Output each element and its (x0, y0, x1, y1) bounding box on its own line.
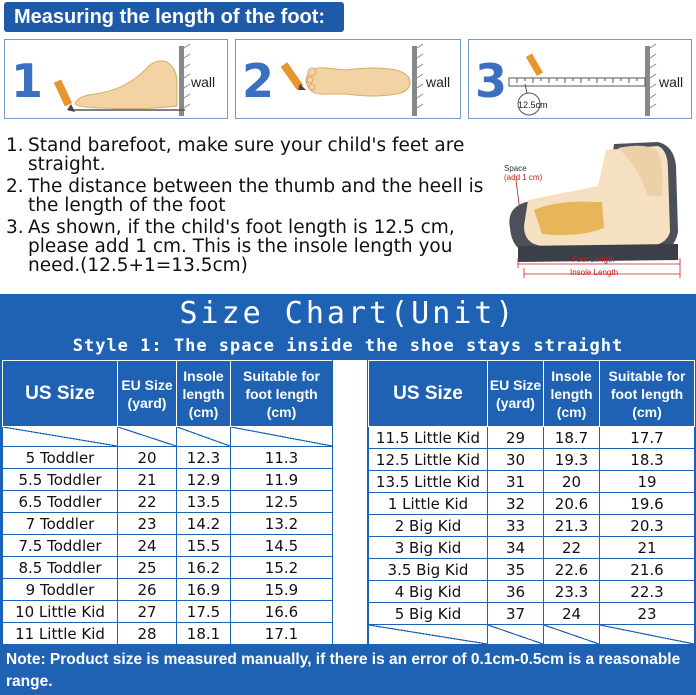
eu-size-cell: 28 (118, 623, 177, 645)
header-insole-length: Insole length (cm) (177, 361, 231, 427)
eu-size-cell: 32 (488, 493, 544, 515)
us-size-cell: 3.5 Big Kid (369, 559, 488, 581)
step-2-wall-label: wall (426, 74, 451, 90)
us-size-cell: 5 Toddler (3, 447, 118, 469)
page-title: Measuring the length of the foot: (4, 2, 344, 32)
space-label: Space (504, 164, 527, 173)
step-2-panel (235, 39, 461, 119)
eu-size-cell: 34 (488, 537, 544, 559)
table-row (3, 623, 333, 645)
us-size-cell: 4 Big Kid (369, 581, 488, 603)
space-sub-label: (add 1 cm) (504, 173, 543, 182)
insole-length-label: Insole Length (570, 268, 619, 277)
step-3-wall-label: wall (659, 74, 684, 90)
table-row (3, 513, 333, 535)
us-size-cell: 5 Big Kid (369, 603, 488, 625)
instruction-text: Stand barefoot, make sure your child's feet are straight. (28, 135, 465, 175)
foot-length-cell: 17.1 (231, 623, 333, 645)
us-size-cell: 13.5 Little Kid (369, 471, 488, 493)
size-chart-note: Note: Product size is measured manually, if there is an error of 0.1cm-0.5cm is a reasonable range. (6, 651, 681, 690)
us-size-cell: 1 Little Kid (369, 493, 488, 515)
eu-size-cell: 36 (488, 581, 544, 603)
table-row (369, 515, 695, 537)
size-chart-title: Size Chart(Unit) (179, 296, 517, 331)
step-1-wall-label: wall (191, 74, 216, 90)
insole-cell: 20 (544, 471, 600, 493)
table-row (3, 535, 333, 557)
us-size-cell: 12.5 Little Kid (369, 449, 488, 471)
foot-length-cell: 21 (600, 537, 695, 559)
step-3-number: 3 (475, 54, 508, 108)
foot-length-cell: 12.5 (231, 491, 333, 513)
insole-cell: 15.5 (177, 535, 231, 557)
insole-cell: 21.3 (544, 515, 600, 537)
insole-cell: 16.2 (177, 557, 231, 579)
foot-length-cell: 15.9 (231, 579, 333, 601)
eu-size-cell: 22 (118, 491, 177, 513)
table-row (3, 579, 333, 601)
foot-length-cell: 19 (600, 471, 695, 493)
table-row (3, 491, 333, 513)
us-size-cell: 6.5 Toddler (3, 491, 118, 513)
insole-cell: 16.9 (177, 579, 231, 601)
table-row (369, 471, 695, 493)
foot-length-label: Foot Length (572, 255, 615, 264)
insole-cell: 17.5 (177, 601, 231, 623)
step-2-number: 2 (242, 54, 275, 108)
eu-size-cell: 30 (488, 449, 544, 471)
header-us-size: US Size (3, 361, 118, 427)
foot-length-cell: 22.3 (600, 581, 695, 603)
us-size-cell: 7 Toddler (3, 513, 118, 535)
size-chart (0, 294, 696, 695)
header-insole-length: Insole length (cm) (544, 361, 600, 427)
insole-cell: 13.5 (177, 491, 231, 513)
table-row (3, 447, 333, 469)
size-table-right (368, 360, 695, 645)
insole-cell: 14.2 (177, 513, 231, 535)
eu-size-cell: 37 (488, 603, 544, 625)
size-table-left (2, 360, 333, 645)
foot-length-cell: 16.6 (231, 601, 333, 623)
eu-size-cell: 31 (488, 471, 544, 493)
table-row (369, 581, 695, 603)
foot-length-cell: 23 (600, 603, 695, 625)
instruction-item (6, 136, 496, 174)
insole-cell: 23.3 (544, 581, 600, 603)
us-size-cell: 10 Little Kid (3, 601, 118, 623)
size-chart-subtitle: Style 1: The space inside the shoe stays straight (72, 336, 624, 356)
foot-length-cell: 19.6 (600, 493, 695, 515)
blank-row (3, 427, 333, 447)
eu-size-cell: 25 (118, 557, 177, 579)
foot-length-cell: 18.3 (600, 449, 695, 471)
table-row (369, 493, 695, 515)
us-size-cell: 3 Big Kid (369, 537, 488, 559)
blank-row (369, 625, 695, 645)
eu-size-cell: 26 (118, 579, 177, 601)
eu-size-cell: 27 (118, 601, 177, 623)
table-row (369, 603, 695, 625)
table-row (369, 559, 695, 581)
foot-length-cell: 14.5 (231, 535, 333, 557)
eu-size-cell: 23 (118, 513, 177, 535)
instruction-text: As shown, if the child's foot length is 12.5 cm, please add 1 cm. This is the insole length you need.(12.5+1=13.5cm) (28, 217, 455, 276)
insole-cell: 24 (544, 603, 600, 625)
instruction-number: 1. (6, 135, 24, 156)
table-row (3, 557, 333, 579)
us-size-cell: 11 Little Kid (3, 623, 118, 645)
us-size-cell: 9 Toddler (3, 579, 118, 601)
eu-size-cell: 29 (488, 427, 544, 449)
eu-size-cell: 20 (118, 447, 177, 469)
foot-length-cell: 17.7 (600, 427, 695, 449)
header-foot-length: Suitable for foot length (cm) (231, 361, 333, 427)
us-size-cell: 8.5 Toddler (3, 557, 118, 579)
table-row (369, 427, 695, 449)
foot-length-cell: 15.2 (231, 557, 333, 579)
foot-length-cell: 20.3 (600, 515, 695, 537)
eu-size-cell: 24 (118, 535, 177, 557)
header-eu-size: EU Size (yard) (118, 361, 177, 427)
instruction-number: 2. (6, 176, 24, 197)
insole-cell: 22.6 (544, 559, 600, 581)
insole-cell: 20.6 (544, 493, 600, 515)
insole-cell: 12.9 (177, 469, 231, 491)
eu-size-cell: 33 (488, 515, 544, 537)
instructions-list (6, 136, 496, 275)
insole-cell: 22 (544, 537, 600, 559)
table-row (3, 469, 333, 491)
header-foot-length: Suitable for foot length (cm) (600, 361, 695, 427)
us-size-cell: 11.5 Little Kid (369, 427, 488, 449)
us-size-cell: 5.5 Toddler (3, 469, 118, 491)
insole-cell: 18.1 (177, 623, 231, 645)
instruction-item (6, 177, 496, 215)
step-1-panel (4, 39, 228, 119)
us-size-cell: 2 Big Kid (369, 515, 488, 537)
step-1-number: 1 (11, 54, 44, 108)
foot-length-cell: 21.6 (600, 559, 695, 581)
step-3-panel (468, 39, 692, 119)
step-3-ruler-label: 12.5cm (518, 100, 548, 110)
foot-length-cell: 11.9 (231, 469, 333, 491)
instruction-item (6, 218, 496, 275)
table-row (369, 537, 695, 559)
header-eu-size: EU Size (yard) (488, 361, 544, 427)
table-divider (332, 360, 368, 644)
instruction-number: 3. (6, 217, 24, 238)
header-us-size: US Size (369, 361, 488, 427)
foot-length-cell: 11.3 (231, 447, 333, 469)
insole-cell: 18.7 (544, 427, 600, 449)
measurement-steps (4, 39, 692, 119)
shoe-fit-illustration (498, 136, 694, 284)
eu-size-cell: 35 (488, 559, 544, 581)
insole-cell: 19.3 (544, 449, 600, 471)
insole-cell: 12.3 (177, 447, 231, 469)
foot-length-cell: 13.2 (231, 513, 333, 535)
table-row (369, 449, 695, 471)
us-size-cell: 7.5 Toddler (3, 535, 118, 557)
eu-size-cell: 21 (118, 469, 177, 491)
instruction-text: The distance between the thumb and the heell is the length of the foot (28, 176, 484, 216)
table-row (3, 601, 333, 623)
